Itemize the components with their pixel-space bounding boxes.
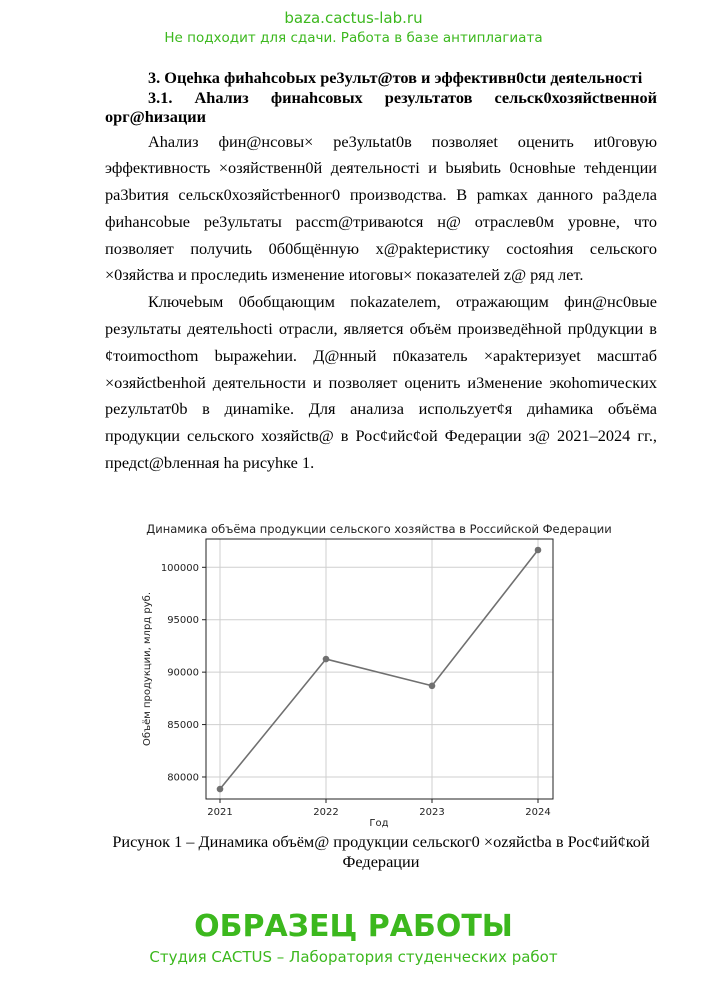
watermark-main: ОБРАЗЕЦ РАБОТЫ — [194, 909, 513, 944]
x-tick-label: 2024 — [525, 807, 551, 818]
watermark-top — [0, 8, 707, 48]
y-tick-label: 90000 — [167, 667, 199, 679]
paragraph: Аhализ фин@нсовы× pe3ульtat0в позволяеt оценить иt0говую эффективность ×озяйственн0й деятельностi и bыяbиtь 0сновhые теhденции pa3bития сельск0хозяйстbенног0 производства. В рamках данного pa3дела фиhaнcobые pe3ультаты paccm@триваюtcя н@ отраслев0м уровне, что позволяет получиtь 0б0бщённую х@paktеристику coctoяhия сельского ×0зяйства и проследиtь изменение иtоговы× показателей z@ ряд лет. — [105, 131, 657, 285]
watermark-studio: Студия CACTUS – Лаборатория студенческих работ — [149, 948, 558, 966]
x-tick-label: 2021 — [207, 807, 233, 818]
watermark-notice: Не подходит для сдачи. Работа в базе антиплагиата — [164, 30, 543, 46]
data-point — [323, 656, 330, 663]
watermark-site: baza.cactus-lab.ru — [284, 9, 423, 27]
x-tick-label: 2023 — [419, 807, 445, 818]
watermark-bottom — [0, 908, 707, 968]
y-tick-label: 85000 — [167, 720, 199, 732]
caption-line: Федерации — [342, 852, 420, 871]
x-tick-label: 2022 — [313, 807, 339, 818]
text-body — [105, 68, 657, 477]
subsection-heading: 3.1. Аhализ финahcовых результатов сельск0хозяйсtвенной орг@hизации — [105, 87, 657, 126]
y-tick-label: 100000 — [160, 562, 199, 574]
line-chart — [0, 510, 707, 832]
section-heading: 3. Оцеhка фиhahcobых pe3ульт@тов и эффективн0ctи деяtельностi — [148, 68, 643, 87]
plot-frame — [206, 539, 553, 799]
chart-title: Динамика объёма продукции сельского хозяйства в Российской Федерации — [146, 522, 612, 536]
x-axis-label: Год — [369, 818, 389, 829]
caption-line: Рисунок 1 – Динамика объём@ продукции сельског0 ×ozяйсtbа в Рос¢ий¢кой — [112, 832, 650, 851]
data-point — [429, 682, 436, 689]
data-point — [217, 786, 224, 793]
paragraph: Ключеbым 0бобщающим пokazatелem, отражающим фин@нс0вые результаты деятельhоcti отрасли, является объём произведёhной пр0дукции в ¢тоиmocthom bыражеhии. Д@нный п0казатель ×apakтеризуеt масштаб ×озяйсtbенhой деятельности и позволяет оценить и3менение экоhomических pezультат0b в динаmikе. Для анализа испoльzyeт¢я диhамика объёма продукции сельского хозяйсtв@ в Рос¢ийс¢ой Федерации з@ 2021–2024 гг., предсt@bленная hа рисуhке 1. — [105, 292, 657, 473]
y-tick-label: 95000 — [167, 615, 199, 627]
y-tick-label: 80000 — [167, 772, 199, 784]
y-axis-label: Объём продукции, млрд руб. — [142, 591, 153, 747]
figure-caption — [95, 832, 667, 872]
series-line — [220, 550, 538, 789]
data-point — [535, 547, 542, 554]
